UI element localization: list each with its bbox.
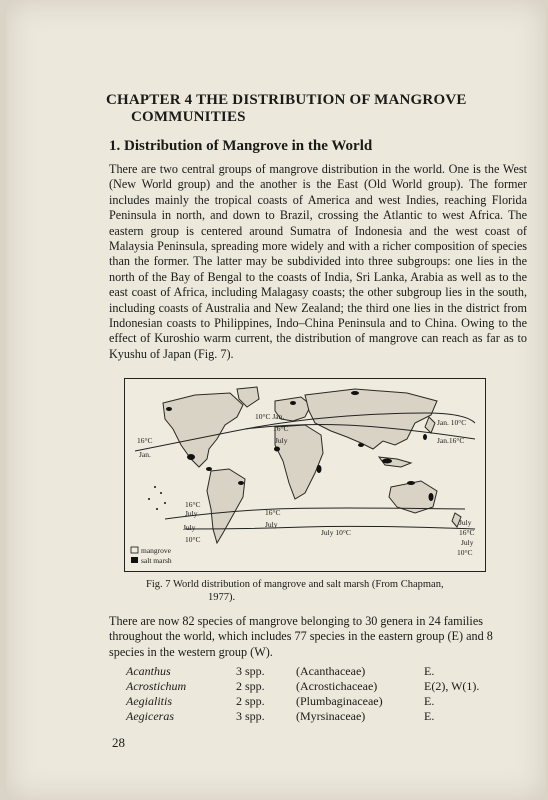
page-number: 28 — [112, 735, 125, 750]
chapter-title-line1: CHAPTER 4 THE DISTRIBUTION OF MANGROVE — [106, 92, 467, 108]
table-row — [126, 694, 479, 709]
family-cell: (Myrsinaceae) — [296, 709, 366, 723]
genus-cell: Acanthus — [126, 664, 171, 678]
north-america-shape — [163, 393, 243, 467]
genus-cell: Aegialitis — [126, 694, 172, 708]
label-16-july-left: 16°C — [185, 500, 201, 509]
family-cell: (Plumbaginaceae) — [296, 694, 383, 708]
label-july-left: July — [185, 509, 198, 518]
label-jan-left: Jan. — [139, 450, 151, 459]
label-jan10-top: 10°C Jan. — [255, 412, 285, 421]
legend-mangrove-label: mangrove — [141, 546, 171, 555]
section-heading: 1. Distribution of Mangrove in the World — [109, 138, 373, 154]
body-paragraph-2: There are now 82 species of mangrove belonging to 30 genera in 24 families throughout the world, which includes 77 species in the eastern group (E) and 8 species in the western group (W). — [109, 614, 493, 659]
label-16-top: 16°C — [273, 424, 289, 433]
legend-mangrove-swatch — [131, 547, 138, 553]
figure-caption-line2: 1977). — [208, 592, 236, 603]
label-16-left: 16°C — [137, 436, 153, 445]
spp-cell: 3 spp. — [236, 664, 265, 678]
family-cell: (Acrostichaceae) — [296, 679, 378, 693]
legend-salt-marsh-swatch — [131, 557, 138, 563]
label-16-mid: 16°C — [265, 508, 281, 517]
label-july-mid: July — [265, 520, 278, 529]
species-table — [126, 664, 479, 724]
spp-cell: 3 spp. — [236, 709, 265, 723]
group-cell: E(2), W(1). — [424, 679, 480, 693]
figure-caption — [146, 578, 486, 604]
body-paragraph-1: There are two central groups of mangrove distribution in the world. One is the West (New World group) and the another is the East (Old World group). The former includes mainly the tropical coasts of America and west Indies, reaching Florida Peninsula in north, and down to Brazil, crossing the Atlantic to west Africa. The eastern group is centered around Sumatra of Indonesia and the west coast of Malaysia Peninsula, spreading more widely and with a richer composition of species than the former. The latter may be subdivided into three subgroups: one lies in the north of the Bay of Bengal to the coasts of India, Sri Lanka, Arabia as well as to the east coast of Africa, including Malagasy coasts; the other subgroup lies in the south, including coasts of Australia and New Zealand; the third one lies in the district from Indonesian coasts to Philippines, Indo–China Peninsula and to China. Owing to the effect of Kuroshio warm current, the distribution of mangrove can reach as far as to Kyushu of Japan (Fig. 7). — [109, 162, 527, 361]
label-10-r: 10°C — [457, 548, 473, 557]
table-row — [126, 709, 479, 724]
chapter-title — [106, 92, 526, 126]
spp-cell: 2 spp. — [236, 694, 265, 708]
book-page — [6, 0, 546, 800]
label-16-r: 16°C — [459, 528, 475, 537]
south-america-shape — [207, 469, 245, 543]
table-row — [126, 679, 479, 694]
genus-cell: Aegiceras — [126, 709, 174, 723]
legend-salt-marsh-label: salt marsh — [141, 556, 172, 565]
spp-cell: 2 spp. — [236, 679, 265, 693]
label-jan16-right: Jan.16°C — [437, 436, 465, 445]
label-july-top: July — [275, 436, 288, 445]
label-july-r: July — [459, 518, 472, 527]
label-july10-bottom: July 10°C — [321, 528, 351, 537]
group-cell: E. — [424, 664, 435, 678]
world-map-figure — [124, 378, 486, 572]
figure-caption-line1: Fig. 7 World distribution of mangrove and salt marsh (From Chapman, — [146, 579, 444, 590]
group-cell: E. — [424, 694, 435, 708]
family-cell: (Acanthaceae) — [296, 664, 366, 678]
chapter-title-line2: COMMUNITIES — [131, 109, 246, 125]
asia-shape — [305, 389, 437, 449]
label-jan10-right: Jan. 10°C — [437, 418, 467, 427]
japan-shape — [425, 417, 435, 433]
group-cell: E. — [424, 709, 435, 723]
label-10-l2: 10°C — [185, 535, 201, 544]
table-row — [126, 664, 479, 679]
genus-cell: Acrostichum — [126, 679, 187, 693]
world-map — [125, 379, 485, 571]
label-july-r2: July — [461, 538, 474, 547]
label-july-l2: July — [183, 523, 196, 532]
